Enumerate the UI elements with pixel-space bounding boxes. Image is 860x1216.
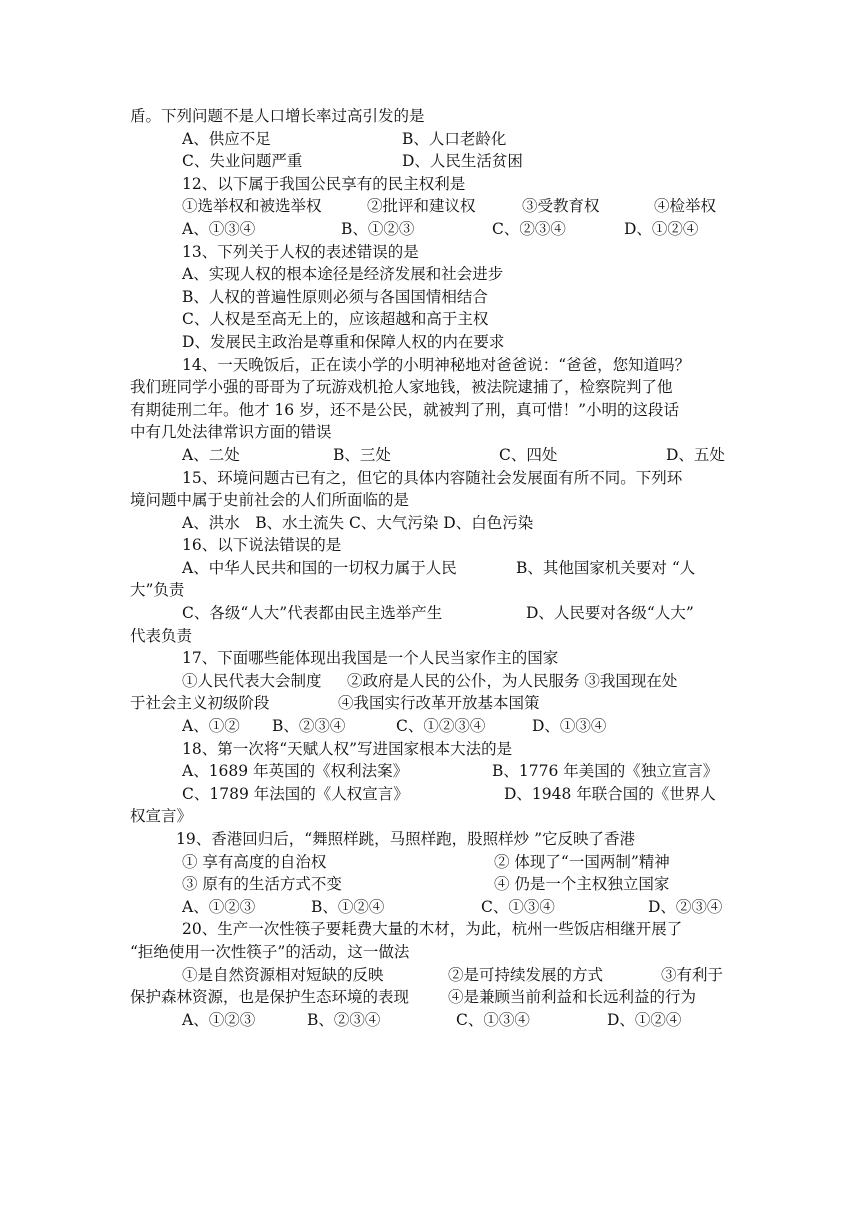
option-b: B、①②③ bbox=[341, 219, 415, 238]
option-d: D、②③④ bbox=[648, 897, 723, 916]
option-b: B、其他国家机关要对 “人 bbox=[516, 558, 696, 577]
exam-page bbox=[130, 105, 742, 1031]
q16-options-row-2 bbox=[130, 602, 742, 625]
item-2: ②是可持续发展的方式 bbox=[448, 965, 604, 984]
question-18 bbox=[130, 738, 742, 761]
q16-options-row-1 bbox=[130, 557, 742, 580]
q12-items bbox=[130, 195, 742, 218]
option-d: D、①②④ bbox=[624, 219, 699, 238]
q18-options-row-2-wrap bbox=[130, 805, 742, 828]
question-16 bbox=[130, 534, 742, 557]
option-d: D、五处 bbox=[666, 445, 725, 464]
q13-option-d bbox=[130, 331, 742, 354]
option-c: C、各级“人大”代表都由民主选举产生 bbox=[182, 604, 443, 623]
option-d: D、1948 年联合国的《世界人 bbox=[504, 784, 716, 803]
question-14-line-4 bbox=[130, 421, 742, 444]
question-12 bbox=[130, 173, 742, 196]
question-14-line-2 bbox=[130, 376, 742, 399]
question-text: “拒绝使用一次性筷子”的活动，这一做法 bbox=[130, 942, 410, 961]
question-text: 15、环境问题古已有之，但它的具体内容随社会发展面有所不同。下列环 bbox=[182, 468, 683, 487]
q20-items-row-2 bbox=[130, 986, 742, 1009]
option-c: C、人权是至高无上的，应该超越和高于主权 bbox=[182, 310, 489, 329]
option-a: A、中华人民共和国的一切权力属于人民 bbox=[182, 558, 457, 577]
option-b: B、②③④ bbox=[307, 1010, 381, 1029]
item-2: ②批评和建议权 bbox=[367, 197, 476, 216]
question-text: 我们班同学小强的哥哥为了玩游戏机抢人家地钱，被法院逮捕了，检察院判了他 bbox=[130, 378, 673, 397]
option-a: A、实现人权的根本途径是经济发展和社会进步 bbox=[182, 265, 504, 284]
item-4: ④是兼顾当前利益和长远利益的行为 bbox=[448, 988, 697, 1007]
q17-items-row-1 bbox=[130, 670, 742, 693]
question-text: 20、生产一次性筷子要耗费大量的木材，为此，杭州一些饭店相继开展了 bbox=[182, 920, 683, 939]
question-text: 12、以下属于我国公民享有的民主权利是 bbox=[182, 174, 466, 193]
option-d-continued: 代表负责 bbox=[130, 626, 193, 645]
option-a: A、二处 bbox=[182, 445, 240, 464]
option-b: B、三处 bbox=[333, 445, 391, 464]
item-3: ③有利于 bbox=[661, 965, 724, 984]
q20-options bbox=[130, 1009, 742, 1032]
option-d: D、人民要对各级“人大” bbox=[526, 604, 694, 623]
option-d-continued: 权宣言》 bbox=[130, 807, 193, 826]
question-text: 16、以下说法错误的是 bbox=[182, 536, 342, 555]
question-13 bbox=[130, 241, 742, 264]
q19-options bbox=[130, 896, 742, 919]
q13-option-b bbox=[130, 286, 742, 309]
option-c: C、四处 bbox=[499, 445, 558, 464]
q13-option-c bbox=[130, 308, 742, 331]
option-d: D、①②④ bbox=[607, 1010, 682, 1029]
option-c: C、1789 年法国的《人权宣言》 bbox=[182, 784, 409, 803]
option-a: A、1689 年英国的《权利法案》 bbox=[182, 762, 409, 781]
q19-items-row-1 bbox=[130, 851, 742, 874]
q16-options-row-2-wrap bbox=[130, 625, 742, 648]
item-1: ①选举权和被选举权 bbox=[182, 197, 322, 216]
option-c: C、②③④ bbox=[492, 219, 566, 238]
question-15-line-2 bbox=[130, 489, 742, 512]
question-19 bbox=[130, 828, 742, 851]
option-a: A、①②③ bbox=[182, 1010, 256, 1029]
item-4: ④检举权 bbox=[654, 197, 717, 216]
item-1: ①人民代表大会制度 bbox=[182, 671, 322, 690]
question-text: 19、香港回归后，“舞照样跳，马照样跑，股照样炒 ”它反映了香港 bbox=[176, 830, 636, 848]
option-b: B、①②④ bbox=[311, 897, 385, 916]
question-text: 14、一天晚饭后，正在读小学的小明神秘地对爸爸说：“爸爸，您知道吗？ bbox=[182, 355, 691, 374]
item-1: ① 享有高度的自治权 bbox=[182, 852, 327, 871]
q15-options bbox=[130, 512, 742, 535]
q19-items-row-2 bbox=[130, 873, 742, 896]
item-1: ①是自然资源相对短缺的反映 bbox=[182, 965, 384, 984]
item-2-3: ②政府是人民的公仆，为人民服务 ③我国现在处 bbox=[347, 671, 678, 690]
item-2: ② 体现了“一国两制”精神 bbox=[494, 852, 670, 871]
option-d: D、发展民主政治是尊重和保障人权的内在要求 bbox=[182, 332, 505, 351]
option-c: C、①③④ bbox=[456, 1010, 530, 1029]
item-3: ③ 原有的生活方式不变 bbox=[182, 875, 342, 894]
q18-options-row-1 bbox=[130, 760, 742, 783]
option-d: D、①③④ bbox=[532, 717, 607, 736]
question-text: 中有几处法律常识方面的错误 bbox=[130, 423, 332, 442]
question-text: 17、下面哪些能体现出我国是一个人民当家作主的国家 bbox=[182, 649, 559, 668]
item-3-continued: 于社会主义初级阶段 bbox=[130, 694, 270, 713]
option-c: C、失业问题严重 bbox=[182, 152, 303, 171]
option-c: C、①②③④ bbox=[396, 717, 486, 736]
option-b: B、人权的普遍性原则必须与各国国情相结合 bbox=[182, 287, 488, 306]
options-text: A、洪水 B、水土流失 C、大气污染 D、白色污染 bbox=[182, 513, 534, 532]
option-b: B、1776 年美国的《独立宣言》 bbox=[492, 762, 719, 781]
option-b: B、人口老龄化 bbox=[402, 129, 507, 148]
question-text: 18、第一次将“天赋人权”写进国家根本大法的是 bbox=[182, 739, 513, 758]
question-text: 境问题中属于史前社会的人们所面临的是 bbox=[130, 491, 410, 510]
question-15-line-1 bbox=[130, 467, 742, 490]
question-17 bbox=[130, 647, 742, 670]
q12-options bbox=[130, 218, 742, 241]
q20-items-row-1 bbox=[130, 964, 742, 987]
q11-options-row-2 bbox=[130, 150, 742, 173]
item-4: ④我国实行改革开放基本国策 bbox=[338, 694, 540, 713]
question-20-line-1 bbox=[130, 918, 742, 941]
q18-options-row-2 bbox=[130, 783, 742, 806]
option-a: A、供应不足 bbox=[182, 129, 271, 148]
question-14-line-3 bbox=[130, 399, 742, 422]
q17-options bbox=[130, 715, 742, 738]
option-b: B、②③④ bbox=[272, 717, 346, 736]
option-c: C、①③④ bbox=[481, 897, 555, 916]
q11-options-row-1 bbox=[130, 128, 742, 151]
question-14-line-1 bbox=[130, 354, 742, 377]
option-d: D、人民生活贫困 bbox=[402, 152, 523, 171]
option-b-continued: 大”负责 bbox=[130, 581, 185, 600]
item-3-continued: 保护森林资源，也是保护生态环境的表现 bbox=[130, 988, 410, 1007]
option-a: A、①② bbox=[182, 717, 240, 736]
q13-option-a bbox=[130, 263, 742, 286]
q17-items-row-2 bbox=[130, 692, 742, 715]
question-20-line-2 bbox=[130, 941, 742, 964]
option-a: A、①②③ bbox=[182, 897, 256, 916]
text-line: 盾。下列问题不是人口增长率过高引发的是 bbox=[130, 107, 425, 125]
question-text: 有期徒刑二年。他才 16 岁，还不是公民，就被判了刑，真可惜！”小明的这段话 bbox=[130, 400, 680, 419]
q16-options-row-1-wrap bbox=[130, 579, 742, 602]
item-3: ③受教育权 bbox=[522, 197, 600, 216]
q14-options bbox=[130, 444, 742, 467]
option-a: A、①③④ bbox=[182, 219, 256, 238]
item-4: ④ 仍是一个主权独立国家 bbox=[494, 875, 670, 894]
question-text: 13、下列关于人权的表述错误的是 bbox=[182, 242, 419, 261]
question-11-continuation bbox=[130, 105, 742, 128]
